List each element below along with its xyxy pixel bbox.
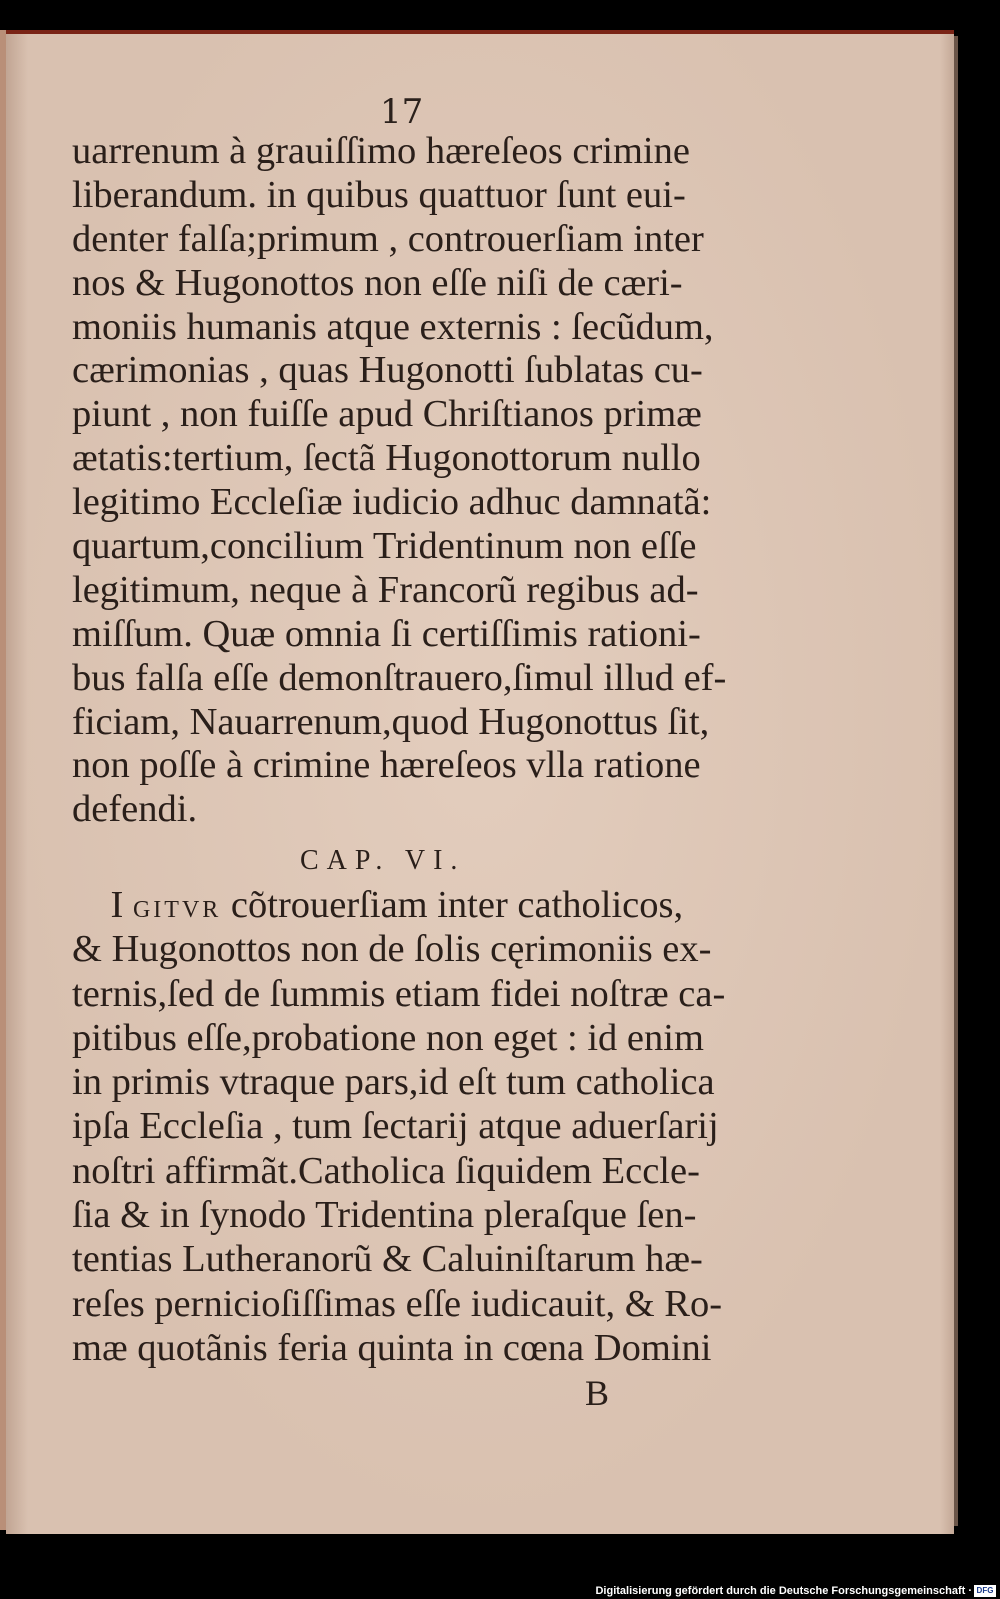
text-line-with-initial xyxy=(72,883,752,927)
text-line: moniis humanis atque externis : ſecũdum, xyxy=(72,305,714,348)
text-line: reſes pernicioſiſſimas eſſe iudicauit, & Ro- xyxy=(72,1282,723,1325)
text-line: pitibus eſſe,probatione non eget : id enim xyxy=(72,1016,704,1059)
text-line: & Hugonottos non de ſolis cęrimoniis ex- xyxy=(72,928,712,971)
text-line: ternis,ſed de ſummis etiam fidei noſtræ ca- xyxy=(72,972,726,1015)
text-line: liberandum. in quibus quattuor ſunt eui- xyxy=(72,173,686,216)
text-line-rest: cõtrouerſiam inter catholicos, xyxy=(230,884,684,926)
text-line: in primis vtraque pars,id eſt tum catholica xyxy=(72,1061,715,1104)
text-line: noſtri affirmãt.Catholica ſiquidem Eccle- xyxy=(72,1149,700,1192)
dfg-logo: DFG xyxy=(974,1585,996,1597)
body-text-block-2 xyxy=(72,883,752,1370)
text-line: legitimo Eccleſiæ iudicio adhuc damnatã: xyxy=(72,481,712,524)
text-line: miſſum. Quæ omnia ſi certiſſimis rationi- xyxy=(72,612,701,655)
text-line: denter falſa;primum , controuerſiam inter xyxy=(72,217,704,260)
text-line: non poſſe à crimine hæreſeos vlla ratione xyxy=(72,744,701,787)
text-line: uarrenum à grauiſſimo hæreſeos crimine xyxy=(72,130,690,172)
text-line: bus falſa eſſe demonſtrauero,ſimul illud ef- xyxy=(72,656,727,699)
chapter-heading: CAP. VI. xyxy=(300,845,466,876)
dropcap-rest: GITVR xyxy=(132,897,222,923)
text-line: ſia & in ſynodo Tridentina pleraſque ſen- xyxy=(72,1194,697,1237)
text-line: tentias Lutheranorũ & Caluiniſtarum hæ- xyxy=(72,1238,703,1281)
text-line: piunt , non fuiſſe apud Chriſtianos primæ xyxy=(72,393,702,436)
text-line: cærimonias , quas Hugonotti ſublatas cu- xyxy=(72,349,703,392)
body-text-block-1 xyxy=(72,130,752,832)
text-line: quartum,concilium Tridentinum non eſſe xyxy=(72,525,697,568)
page-right-edge xyxy=(954,36,958,1526)
dropcap: I xyxy=(110,884,124,926)
text-line: nos & Hugonottos non eſſe niſi de cæri- xyxy=(72,261,683,304)
text-line: ficiam, Nauarrenum,quod Hugonottus ſit, xyxy=(72,700,710,743)
text-line: defendi. xyxy=(72,788,198,831)
text-line: ætatis:tertium, ſectã Hugonottorum nullo xyxy=(72,437,701,480)
digitization-credit: Digitalisierung gefördert durch die Deutsche Forschungsgemeinschaft · xyxy=(595,1585,972,1597)
text-line: ipſa Eccleſia , tum ſectarij atque aduerſarij xyxy=(72,1105,719,1148)
catchword-signature: B xyxy=(585,1373,610,1413)
text-line: mæ quotãnis feria quinta in cœna Domini xyxy=(72,1326,712,1369)
text-line: legitimum, neque à Francorũ regibus ad- xyxy=(72,568,699,611)
page-number: 17 xyxy=(380,92,424,132)
